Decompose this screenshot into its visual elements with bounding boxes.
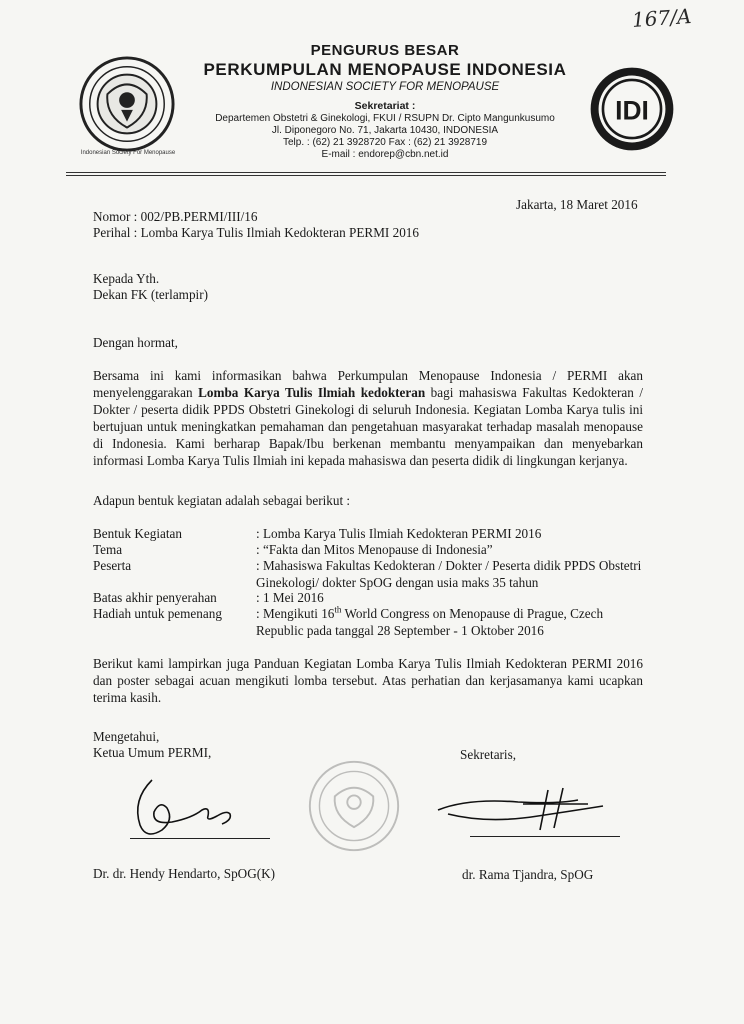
detail-label: Peserta: [93, 558, 132, 573]
idi-logo-text: IDI: [615, 95, 649, 126]
paragraph-intro: [93, 367, 643, 469]
detail-label: Hadiah untuk pemenang: [93, 606, 222, 621]
paragraph-closing: Berikut kami lampirkan juga Panduan Kegiatan Lomba Karya Tulis Ilmiah Kedokteran PERMI 2016 dan poster sebagai acuan mengikuti lomba tersebut. Atas perhatian dan kerjasamanya kami ucapkan terima kasih.: [93, 656, 643, 705]
letterhead-line1: PENGURUS BESAR: [310, 42, 460, 59]
handwritten-note: 167/A: [631, 3, 693, 33]
letterhead-address2: Jl. Diponegoro No. 71, Jakarta 10430, INDONESIA: [271, 125, 499, 136]
letterhead-english-name: INDONESIAN SOCIETY FOR MENOPAUSE: [270, 81, 500, 93]
paragraph-intro-text-a: Bersama ini kami informasikan bahwa Perkumpulan Menopause Indonesia / PERMI akan menyelenggarakan: [93, 368, 643, 400]
paragraph-intro-bold: Lomba Karya Tulis Ilmiah kedokteran: [198, 385, 426, 400]
detail-value: : Lomba Karya Tulis Ilmiah Kedokteran PERMI 2016: [256, 526, 542, 541]
letter-date: Jakarta, 18 Maret 2016: [516, 197, 638, 212]
detail-label: Batas akhir penyerahan: [93, 590, 217, 605]
detail-label: Bentuk Kegiatan: [93, 526, 182, 541]
letterhead-phone: Telp. : (62) 21 3928720 Fax : (62) 21 3928719: [282, 137, 488, 148]
secretary-signature-line: [470, 836, 620, 837]
permi-stamp-icon: [306, 758, 402, 854]
salutation: Dengan hormat,: [93, 335, 178, 350]
detail-value: : “Fakta dan Mitos Menopause di Indonesia”: [256, 542, 493, 557]
letterhead-sekretariat-label: Sekretariat :: [354, 100, 416, 112]
detail-value: : Mahasiswa Fakultas Kedokteran / Dokter / Peserta didik PPDS Obstetri Ginekologi/ dokter SpOG dengan usia maks 35 tahun: [256, 558, 642, 590]
detail-value: [256, 605, 646, 639]
detail-label: Tema: [93, 542, 123, 557]
header-divider-thin: [66, 175, 666, 176]
secretary-title: Sekretaris,: [460, 747, 517, 762]
permi-logo-icon: [78, 55, 176, 153]
detail-value-a: : Mengikuti 16: [256, 606, 335, 621]
detail-value: : 1 Mei 2016: [256, 590, 324, 605]
letterhead-email: E-mail : endorep@cbn.net.id: [321, 149, 449, 160]
header-divider: [66, 172, 666, 173]
letterhead-address1: Departemen Obstetri & Ginekologi, FKUI / RSUPN Dr. Cipto Mangunkusumo: [215, 113, 555, 124]
secretary-name: dr. Rama Tjandra, SpOG: [462, 867, 594, 882]
letter-number: Nomor : 002/PB.PERMI/III/16: [93, 209, 258, 224]
paragraph-intro-text-b: bagi mahasiswa Fakultas Kedokteran / Dokter / peserta didik PPDS Obstetri Ginekologi di seluruh Indonesia. Kegiatan Lomba Karya tulis ini bertujuan untuk meningkatkan pemahaman dan pengetahuan masyarakat terhadap masalah menopause di Indonesia. Kami berharap Bapak/Ibu berkenan membantu menyampaikan dan menyebarkan informasi Lomba Karya Tulis Ilmiah ini kepada mahasiswa dan peserta didik di lingkungan kerjanya.: [93, 385, 644, 468]
letterhead-org-name: PERKUMPULAN MENOPAUSE INDONESIA: [203, 60, 567, 79]
recipient-name: Dekan FK (terlampir): [93, 287, 208, 302]
letter-subject: Perihal : Lomba Karya Tulis Ilmiah Kedokteran PERMI 2016: [93, 225, 419, 240]
paragraph-details-intro: Adapun bentuk kegiatan adalah sebagai berikut :: [93, 493, 351, 508]
left-logo-caption: Indonesian Society For Menopause: [80, 150, 176, 156]
chairman-signature-line: [130, 838, 270, 839]
chairman-title: Ketua Umum PERMI,: [93, 745, 212, 760]
secretary-signature: [428, 780, 618, 840]
detail-value-sup: th: [334, 604, 342, 615]
idi-logo-icon: [588, 65, 676, 153]
recipient-label: Kepada Yth.: [93, 271, 160, 286]
detail-value-b: World Congress on Menopause di Prague, Czech Republic pada tanggal 28 September - 1 Oktober 2016: [256, 606, 604, 638]
chairman-name: Dr. dr. Hendy Hendarto, SpOG(K): [93, 866, 276, 881]
acknowledged-label: Mengetahui,: [93, 729, 160, 744]
